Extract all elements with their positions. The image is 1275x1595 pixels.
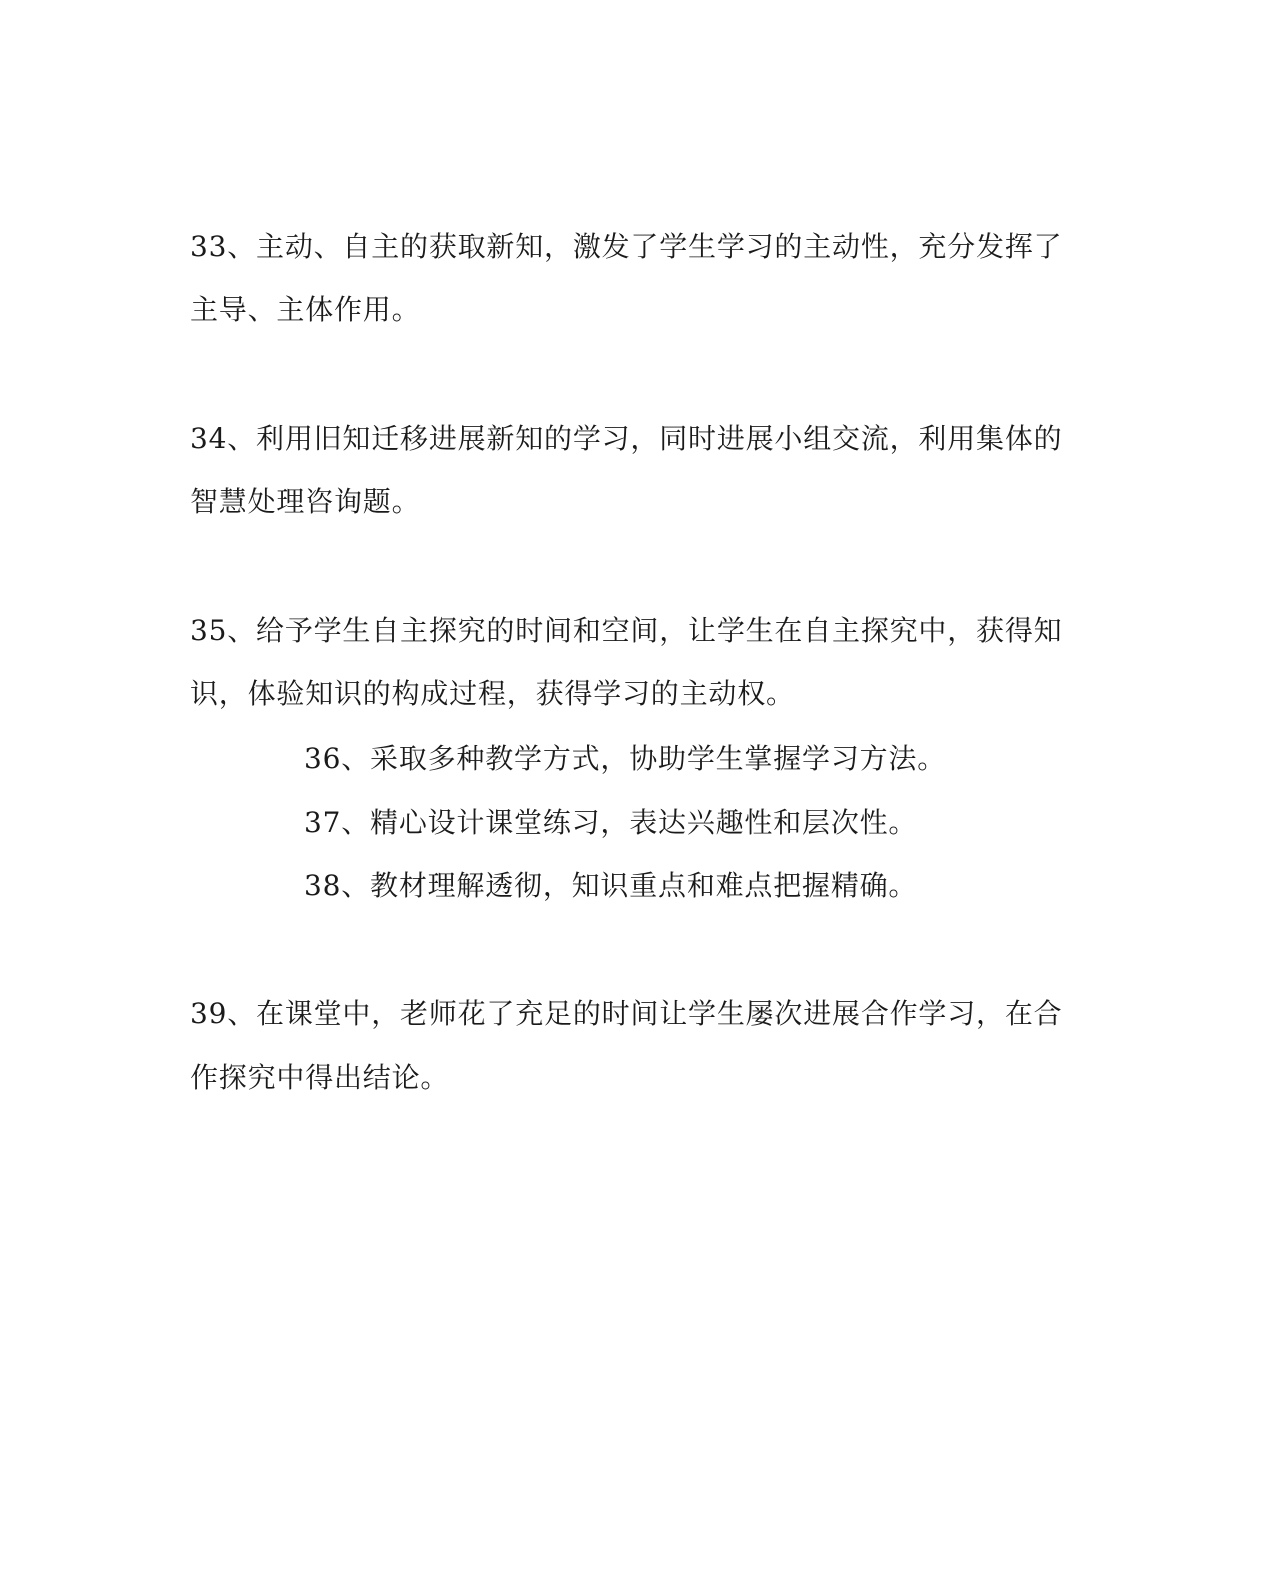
item-39-line-2: 作探究中得出结论。 <box>190 1061 450 1094</box>
item-34-line-2: 智慧处理咨询题。 <box>190 485 421 518</box>
item-34-line-1: 34、利用旧知迁移进展新知的学习，同时进展小组交流，利用集体的 <box>190 422 1063 455</box>
item-39-line-1: 39、在课堂中，老师花了充足的时间让学生屡次进展合作学习，在合 <box>190 997 1063 1030</box>
item-33-line-1: 33、主动、自主的获取新知，激发了学生学习的主动性，充分发挥了 <box>190 230 1063 263</box>
item-35-line-2: 识，体验知识的构成过程，获得学习的主动权。 <box>190 677 795 710</box>
item-33-line-2: 主导、主体作用。 <box>190 293 421 326</box>
item-37-line-1: 37、精心设计课堂练习，表达兴趣性和层次性。 <box>304 806 918 839</box>
item-35-line-1: 35、给予学生自主探究的时间和空间，让学生在自主探究中，获得知 <box>190 614 1063 647</box>
item-38-line-1: 38、教材理解透彻，知识重点和难点把握精确。 <box>304 869 918 902</box>
item-36-line-1: 36、采取多种教学方式，协助学生掌握学习方法。 <box>304 742 947 775</box>
